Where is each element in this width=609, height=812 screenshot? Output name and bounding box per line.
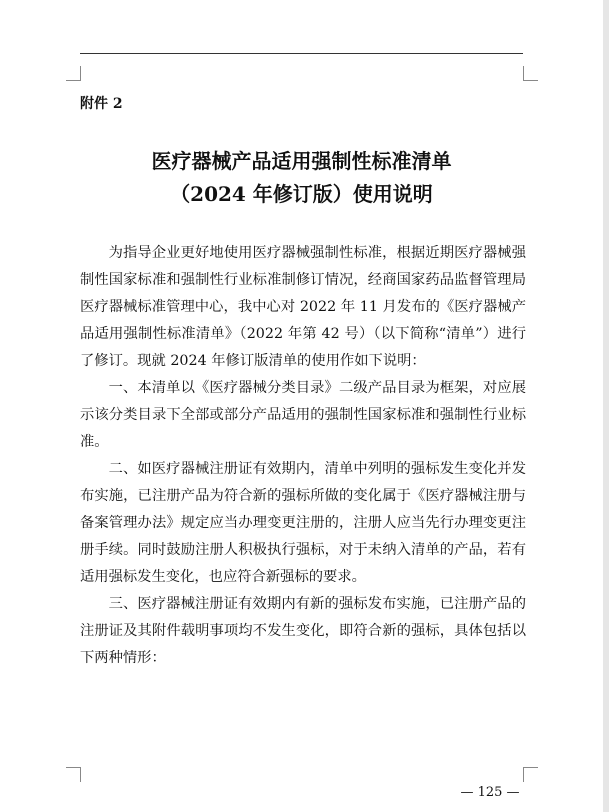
document-body [80, 240, 526, 672]
crop-mark-top-left [66, 66, 81, 81]
crop-mark-bottom-left [66, 767, 81, 782]
page-edge-shadow [603, 0, 609, 812]
page-number: — 125 — [460, 785, 520, 800]
title-line-2: （2024 年修订版）使用说明 [170, 182, 433, 206]
paragraph-intro: 为指导企业更好地使用医疗器械强制性标准，根据近期医疗器械强制性国家标准和强制性行业标准制修订情况，经商国家药品监督管理局医疗器械标准管理中心，我中心对 2022 年 11 月发布的《医疗器械产品适用强制性标准清单》（2022 年第 42 号）（以下简称“清单”）进行了修订。现就 2024 年修订版清单的使用作如下说明： [80, 245, 526, 369]
paragraph-1: 一、本清单以《医疗器械分类目录》二级产品目录为框架，对应展示该分类目录下全部或部分产品适用的强制性国家标准和强制性行业标准。 [80, 380, 526, 450]
attachment-label: 附件 2 [80, 96, 123, 112]
crop-mark-top-right [523, 66, 538, 81]
crop-mark-bottom-right [523, 767, 538, 782]
paragraph-2: 二、如医疗器械注册证有效期内，清单中列明的强标发生变化并发布实施，已注册产品为符合新的强标所做的变化属于《医疗器械注册与备案管理办法》规定应当办理变更注册的，注册人应当先行办理变更注册手续。同时鼓励注册人积极执行强标，对于未纳入清单的产品，若有适用强标发生变化，也应符合新强标的要求。 [80, 461, 526, 585]
header-rule [80, 53, 523, 54]
paragraph-3: 三、医疗器械注册证有效期内有新的强标发布实施，已注册产品的注册证及其附件载明事项均不发生变化，即符合新的强标，具体包括以下两种情形： [80, 596, 526, 666]
document-title [80, 145, 523, 211]
title-line-1: 医疗器械产品适用强制性标准清单 [151, 149, 452, 173]
